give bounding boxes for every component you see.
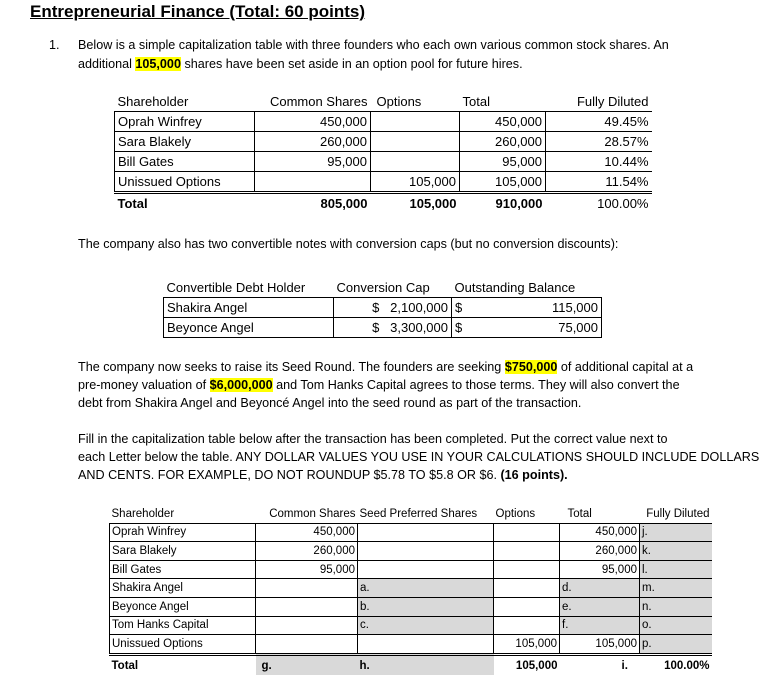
answer-blank[interactable]: b. — [358, 597, 494, 616]
option-pool-highlight: 105,000 — [135, 57, 181, 71]
table-total-row: Total 805,000 105,000 910,000 100.00% — [117, 196, 649, 211]
table-row: Bill Gates 95,000 95,000 l. — [110, 560, 712, 579]
header-fully-diluted: Fully Diluted — [576, 94, 649, 109]
answer-blank[interactable]: k. — [640, 542, 712, 561]
points-label: (16 points). — [500, 468, 568, 482]
header-fully-diluted: Fully Diluted — [646, 507, 710, 520]
table-header-row — [164, 278, 602, 298]
convertible-notes-table — [163, 278, 602, 338]
notes-intro: The company also has two convertible notes with conversion caps (but no conversion discounts): — [78, 237, 619, 251]
answer-blank[interactable]: i. — [621, 659, 628, 672]
header-options: Options — [495, 507, 536, 520]
header-outstanding-balance: Outstanding Balance — [454, 280, 576, 295]
table-row: Unissued Options 105,000 105,000 p. — [110, 635, 712, 655]
table-header-row — [115, 92, 652, 112]
table-row: Shakira Angel $ 2,100,000 $ 115,000 — [164, 298, 602, 318]
answer-blank[interactable]: l. — [640, 560, 712, 579]
seed-line1: The company now seeks to raise its Seed Round. The founders are seeking $750,000 of additional capital at a — [78, 360, 694, 374]
table-row: Oprah Winfrey 450,000 450,000 j. — [110, 523, 712, 542]
valuation-highlight: $6,000,000 — [209, 378, 273, 392]
answer-blank[interactable]: h. — [358, 654, 494, 675]
answer-blank[interactable]: o. — [640, 616, 712, 635]
table-row: Bill Gates 95,000 95,000 10.44% — [115, 152, 652, 172]
seed-line3: debt from Shakira Angel and Beyoncé Angel into the seed round as part of the transaction. — [78, 396, 582, 410]
header-total: Total — [567, 507, 592, 520]
header-seed-preferred: Seed Preferred Shares — [359, 507, 478, 520]
table-row: Sara Blakely 260,000 260,000 28.57% — [115, 132, 652, 152]
question-text-line2: additional 105,000 shares have been set aside in an option pool for future hires. — [78, 57, 523, 71]
table-header-row — [110, 505, 712, 523]
header-debt-holder: Convertible Debt Holder — [166, 280, 306, 295]
table-row: Shakira Angel a. d. m. — [110, 579, 712, 598]
answer-blank[interactable]: g. — [256, 654, 358, 675]
instructions-line3: AND CENTS. FOR EXAMPLE, DO NOT ROUNDUP $5.78 TO $5.8 OR $6. (16 points). — [78, 468, 568, 482]
answer-blank[interactable]: a. — [358, 579, 494, 598]
answer-blank[interactable]: m. — [640, 579, 712, 598]
cap-table-initial — [114, 92, 652, 213]
answer-blank[interactable]: c. — [358, 616, 494, 635]
table-row: Beyonce Angel $ 3,300,000 $ 75,000 — [164, 318, 602, 338]
table-total-row: Total g. h. 105,000 i. 100.00% — [110, 654, 712, 675]
header-conversion-cap: Conversion Cap — [336, 280, 430, 295]
table-row: Sara Blakely 260,000 260,000 k. — [110, 542, 712, 561]
raise-amount-highlight: $750,000 — [504, 360, 558, 374]
instructions-line2: each Letter below the table. ANY DOLLAR VALUES YOU USE IN YOUR CALCULATIONS SHOULD INCLUDE DOLLARS — [78, 450, 760, 464]
header-shareholder: Shareholder — [111, 507, 175, 520]
header-total: Total — [462, 94, 490, 109]
answer-blank[interactable]: d. — [560, 579, 640, 598]
header-options: Options — [376, 94, 422, 109]
answer-blank[interactable]: j. — [640, 523, 712, 542]
header-common-shares: Common Shares — [269, 507, 356, 520]
instructions-line1: Fill in the capitalization table below after the transaction has been completed. Put the correct value next to — [78, 432, 668, 446]
table-row: Beyonce Angel b. e. n. — [110, 597, 712, 616]
seed-line2: pre-money valuation of $6,000,000 and Tom Hanks Capital agrees to those terms. They will also convert the — [78, 378, 680, 392]
question-number: 1. — [49, 38, 60, 52]
header-shareholder: Shareholder — [117, 94, 189, 109]
table-row: Oprah Winfrey 450,000 450,000 49.45% — [115, 112, 652, 132]
answer-blank[interactable]: n. — [640, 597, 712, 616]
answer-blank[interactable]: p. — [640, 635, 712, 655]
answer-blank[interactable]: e. — [560, 597, 640, 616]
cap-table-post-transaction — [109, 505, 712, 675]
question-text-line1: Below is a simple capitalization table with three founders who each own various common stock shares. An — [78, 38, 669, 52]
answer-blank[interactable]: f. — [560, 616, 640, 635]
table-row: Unissued Options 105,000 105,000 11.54% — [115, 172, 652, 193]
table-row: Tom Hanks Capital c. f. o. — [110, 616, 712, 635]
page-title: Entrepreneurial Finance (Total: 60 points) — [30, 2, 366, 21]
header-common-shares: Common Shares — [269, 94, 368, 109]
